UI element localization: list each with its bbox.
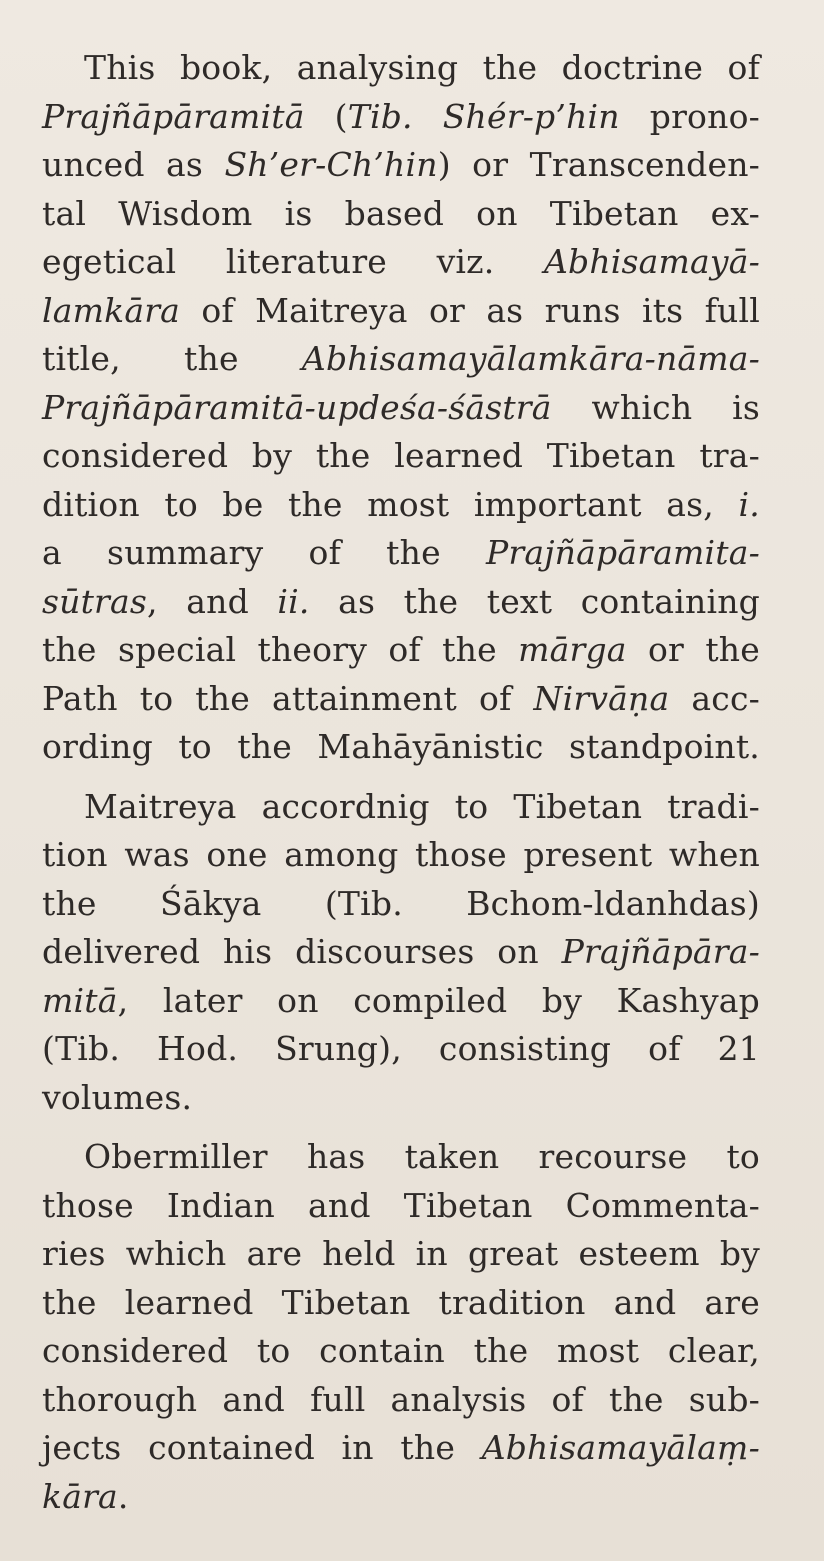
- text-line: kāra.: [42, 1476, 129, 1516]
- text-line: Path to the attainment of Nirvāṇa acc-: [42, 678, 760, 718]
- text-line: ording to the Mahāyānistic standpoint.: [42, 727, 760, 766]
- book-blurb-text: [42, 44, 760, 1521]
- text-line: mitā, later on compiled by Kashyap: [42, 980, 760, 1020]
- text-line: the Śākya (Tib. Bchom-ldanhdas): [42, 883, 760, 923]
- text-line: (Tib. Hod. Srung), consisting of 21: [42, 1029, 760, 1068]
- text-line: ries which are held in great esteem by: [42, 1234, 760, 1273]
- text-line: those Indian and Tibetan Commenta-: [42, 1185, 760, 1225]
- paragraph-1: [42, 44, 760, 772]
- paragraph-2: [42, 783, 760, 1123]
- text-line: Prajñāpāramitā (Tib. Shér-p’hin prono-: [42, 96, 760, 136]
- text-line: considered by the learned Tibetan tra-: [42, 436, 760, 475]
- text-line: Obermiller has taken recourse to: [84, 1137, 760, 1176]
- text-line: title, the Abhisamayālamkāra-nāma-: [42, 339, 760, 378]
- text-line: volumes.: [42, 1077, 193, 1117]
- text-line: egetical literature viz. Abhisamayā-: [42, 242, 760, 281]
- text-line: delivered his discourses on Prajñāpāra-: [42, 932, 760, 971]
- text-line: a summary of the Prajñāpāramita-: [42, 533, 760, 572]
- text-line: sūtras, and ii. as the text containing: [42, 581, 760, 621]
- text-line: unced as Sh’er-Ch’hin) or Transcenden-: [42, 145, 760, 184]
- text-line: lamkāra of Maitreya or as runs its full: [42, 290, 760, 330]
- text-line: tal Wisdom is based on Tibetan ex-: [42, 193, 760, 233]
- text-line: dition to be the most important as, i.: [42, 484, 760, 524]
- text-line: considered to contain the most clear,: [42, 1331, 760, 1370]
- text-line: thorough and full analysis of the sub-: [42, 1379, 760, 1419]
- text-line: This book, analysing the doctrine of: [84, 48, 760, 87]
- text-line: Maitreya accordnig to Tibetan tradi-: [84, 786, 760, 826]
- text-line: tion was one among those present when: [42, 835, 760, 874]
- text-line: the learned Tibetan tradition and are: [42, 1282, 760, 1322]
- text-line: jects contained in the Abhisamayālaṃ-: [42, 1428, 760, 1467]
- text-line: Prajñāpāramitā-updeśa-śāstrā which is: [42, 387, 760, 427]
- paragraph-3: [42, 1133, 760, 1521]
- text-line: the special theory of the mārga or the: [42, 630, 760, 669]
